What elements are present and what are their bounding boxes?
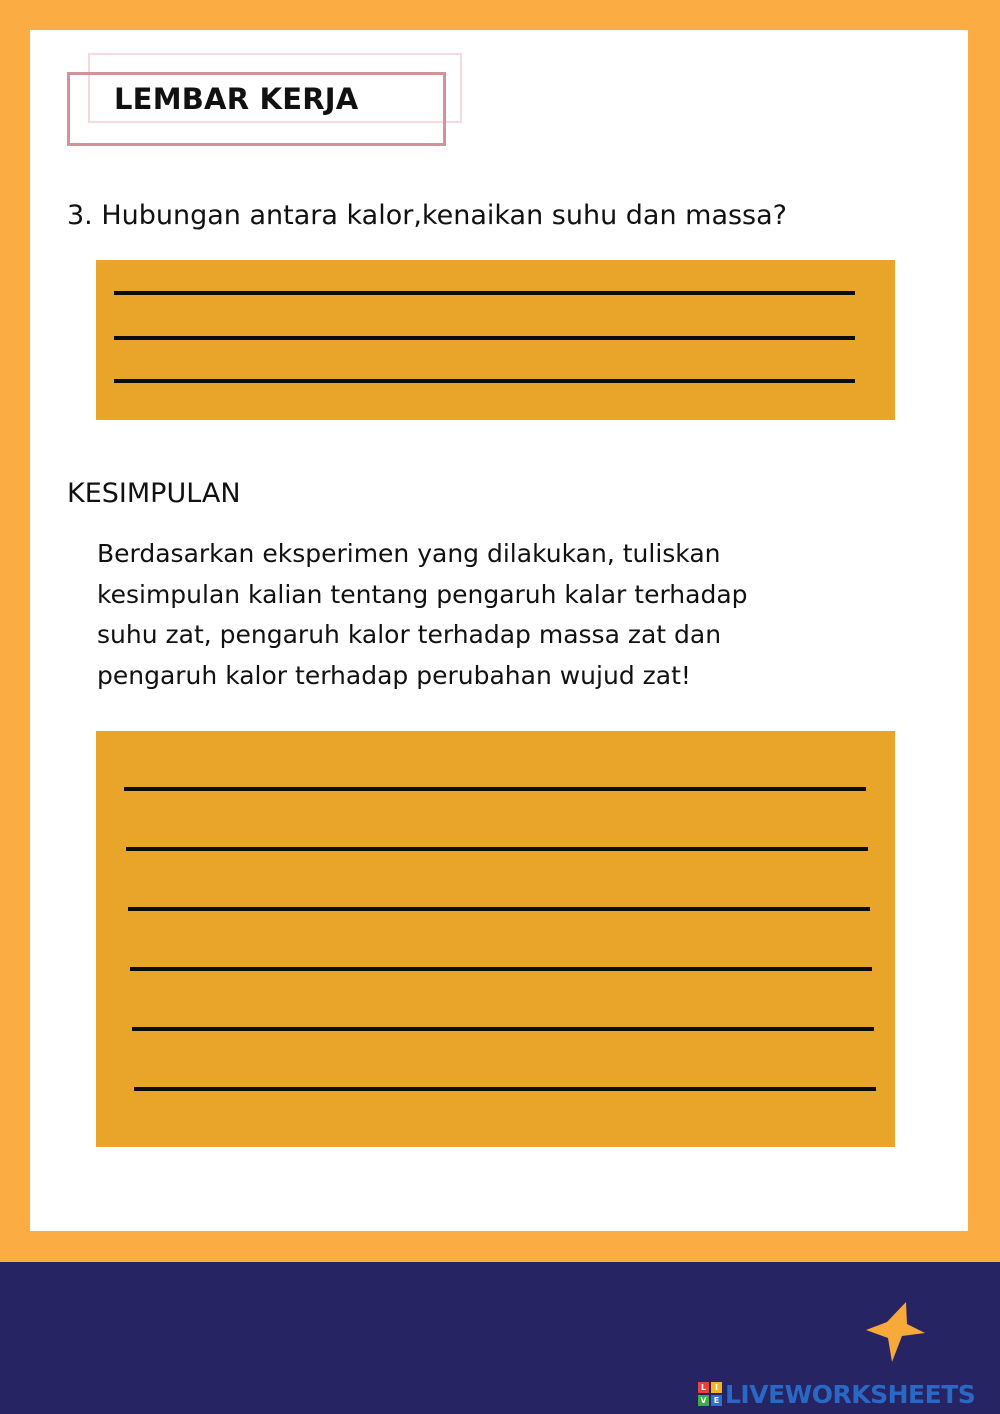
answer-line[interactable] <box>132 1027 874 1031</box>
answer-line[interactable] <box>126 847 868 851</box>
logo-letter: I <box>711 1382 722 1393</box>
liveworksheets-logo-icon <box>698 1382 722 1406</box>
instruction-line: suhu zat, pengaruh kalor terhadap massa zat dan <box>97 620 722 649</box>
logo-letter: V <box>698 1395 709 1406</box>
instruction-line: Berdasarkan eksperimen yang dilakukan, tuliskan <box>97 539 721 568</box>
brand-name: LIVEWORKSHEETS <box>725 1379 976 1409</box>
instruction-line: kesimpulan kalian tentang pengaruh kalar terhadap <box>97 579 748 609</box>
answer-box-question[interactable] <box>96 260 895 420</box>
logo-letter: E <box>711 1395 722 1406</box>
logo-letter: L <box>698 1382 709 1393</box>
conclusion-instruction <box>97 534 897 696</box>
answer-line[interactable] <box>114 379 855 383</box>
instruction-line: pengaruh kalor terhadap perubahan wujud zat! <box>97 660 691 690</box>
answer-line[interactable] <box>130 967 872 971</box>
question-text: 3. Hubungan antara kalor,kenaikan suhu dan massa? <box>67 200 787 231</box>
answer-line[interactable] <box>124 787 866 791</box>
liveworksheets-brand <box>698 1381 975 1407</box>
answer-box-conclusion[interactable] <box>96 731 895 1147</box>
star-icon <box>862 1300 926 1364</box>
answer-line[interactable] <box>114 336 855 340</box>
answer-line[interactable] <box>134 1087 876 1091</box>
page-title: LEMBAR KERJA <box>114 82 359 116</box>
answer-line[interactable] <box>128 907 870 911</box>
answer-line[interactable] <box>114 291 855 295</box>
conclusion-heading: KESIMPULAN <box>67 478 241 509</box>
